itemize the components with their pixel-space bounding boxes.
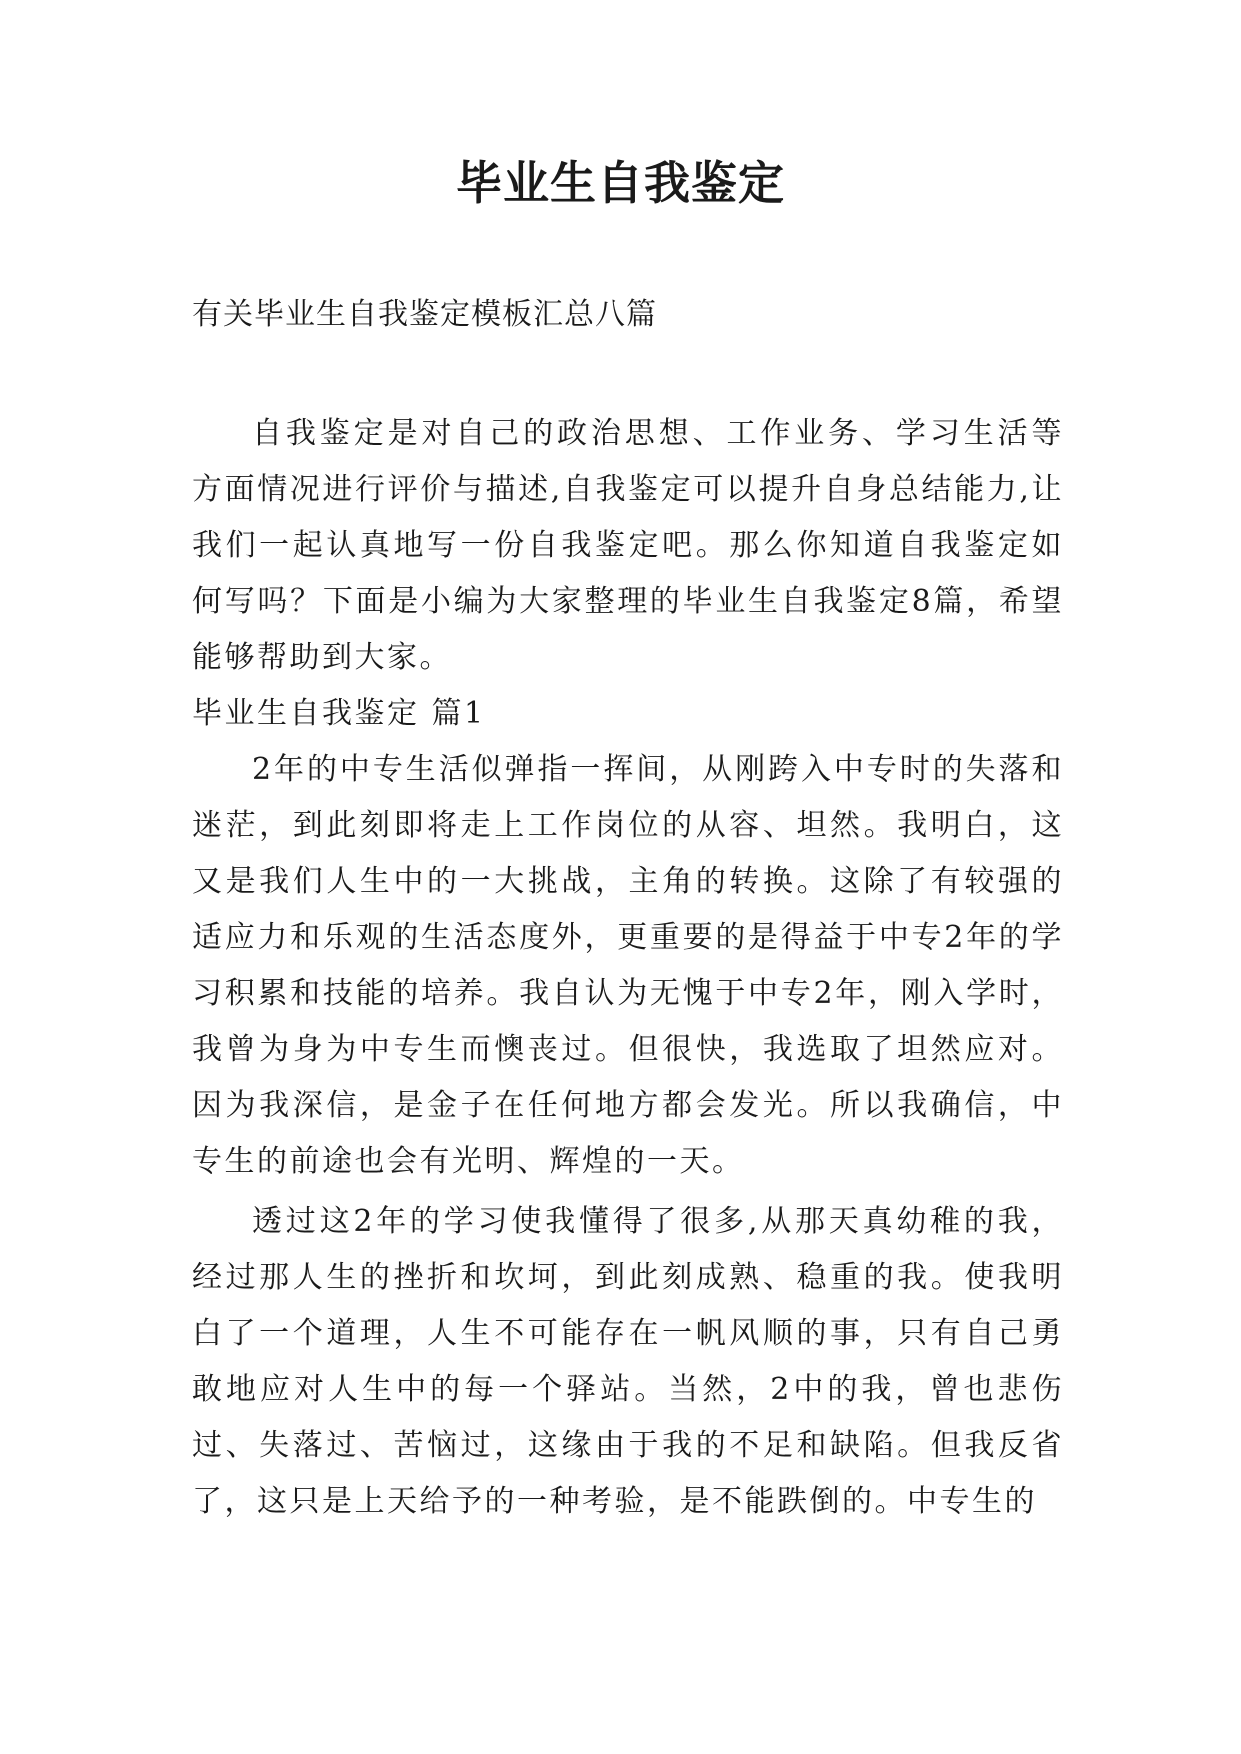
- body-paragraph: 透过这2年的学习使我懂得了很多,从那天真幼稚的我，经过那人生的挫折和坎坷，到此刻成熟、稳重的我。使我明白了一个道理，人生不可能存在一帆风顺的事，只有自己勇敢地应对人生中的每一个驿站。当然，2中的我，曾也悲伤过、失落过、苦恼过，这缘由于我的不足和缺陷。但我反省了，这只是上天给予的一种考验，是不能跌倒的。中专生的: [192, 1204, 1064, 1519]
- document-subtitle: 有关毕业生自我鉴定模板汇总八篇: [192, 297, 657, 332]
- body-paragraph: 2年的中专生活似弹指一挥间，从刚跨入中专时的失落和迷茫，到此刻即将走上工作岗位的从容、坦然。我明白，这又是我们人生中的一大挑战，主角的转换。这除了有较强的适应力和乐观的生活态度外，更重要的是得益于中专2年的学习积累和技能的培养。我自认为无愧于中专2年，刚入学时，我曾为身为中专生而懊丧过。但很快，我选取了坦然应对。因为我深信，是金子在任何地方都会发光。所以我确信，中专生的前途也会有光明、辉煌的一天。: [192, 752, 1064, 1179]
- document-body: [192, 406, 1064, 1530]
- document-title: 毕业生自我鉴定: [456, 156, 785, 210]
- intro-paragraph: 自我鉴定是对自己的政治思想、工作业务、学习生活等方面情况进行评价与描述,自我鉴定可以提升自身总结能力,让我们一起认真地写一份自我鉴定吧。那么你知道自我鉴定如何写吗？下面是小编为大家整理的毕业生自我鉴定8篇，希望能够帮助到大家。: [192, 416, 1064, 675]
- section-heading: 毕业生自我鉴定 篇1: [192, 696, 486, 731]
